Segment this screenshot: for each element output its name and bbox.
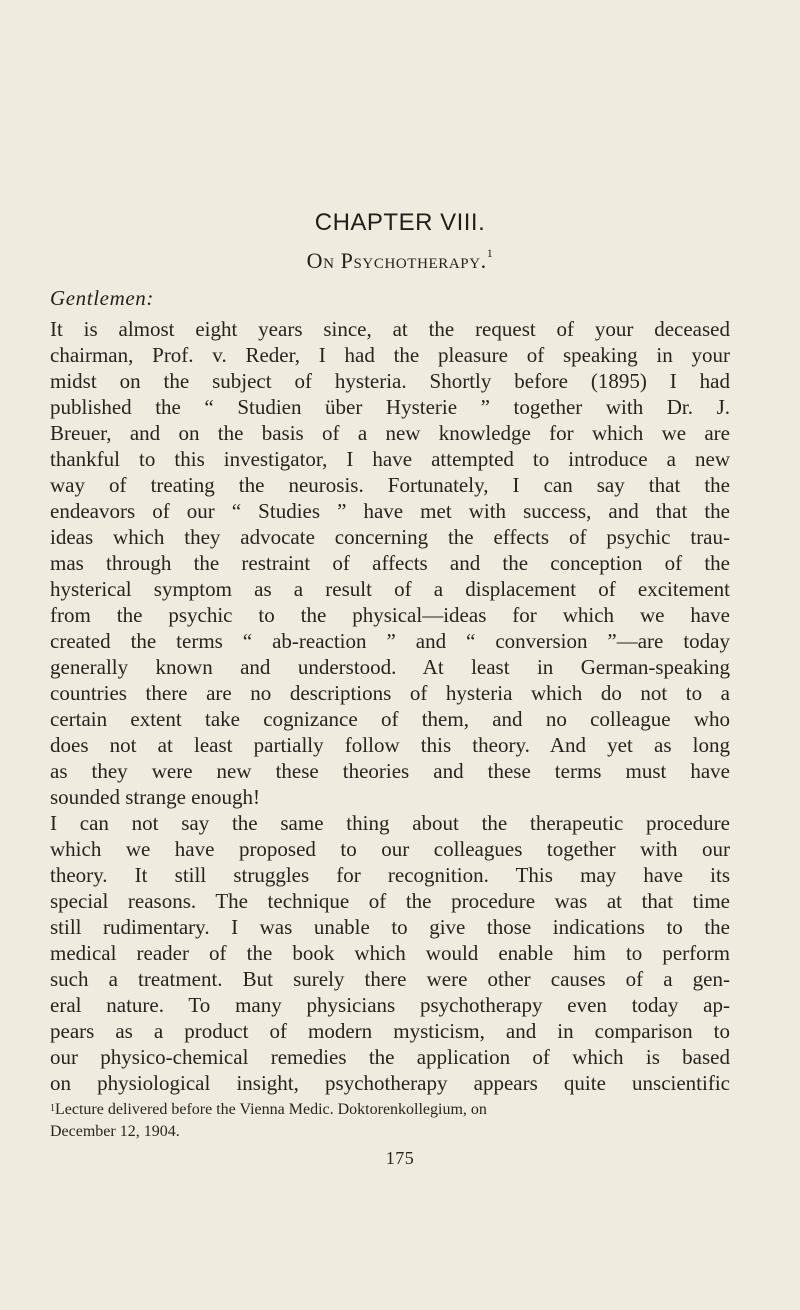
salutation: Gentlemen: xyxy=(50,286,154,310)
paragraph-line: medical reader of the book which would enable him to perform xyxy=(50,941,730,965)
paragraph-line: published the “ Studien über Hysterie ” together with Dr. J. xyxy=(50,395,730,419)
paragraph-line: as they were new these theories and these terms must have xyxy=(50,759,730,783)
paragraph-line: which we have proposed to our colleagues together with our xyxy=(50,837,730,861)
paragraph-line: eral nature. To many physicians psychotherapy even today ap- xyxy=(50,993,730,1017)
paragraph-line: generally known and understood. At least in German-speaking xyxy=(50,655,730,679)
paragraph-line: mas through the restraint of affects and the conception of the xyxy=(50,551,730,575)
paragraph-line: countries there are no descriptions of hysteria which do not to a xyxy=(50,681,730,705)
paragraph-line: does not at least partially follow this theory. And yet as long xyxy=(50,733,730,757)
footnote xyxy=(50,1099,730,1143)
section-title-text: On Psychotherapy. xyxy=(306,248,487,273)
footnote-text-1: Lecture delivered before the Vienna Medic. Doktorenkollegium, on xyxy=(55,1101,487,1118)
paragraph-line: hysterical symptom as a result of a displacement of excitement xyxy=(50,577,730,601)
paragraph-line: pears as a product of modern mysticism, and in comparison to xyxy=(50,1019,730,1043)
paragraph-line: special reasons. The technique of the procedure was at that time xyxy=(50,889,730,913)
section-footnote-marker: 1 xyxy=(486,246,494,260)
paragraph-line: on physiological insight, psychotherapy appears quite unscientific xyxy=(50,1071,730,1095)
paragraph-line: our physico-chemical remedies the application of which is based xyxy=(50,1045,730,1069)
page-number: 175 xyxy=(385,1148,415,1168)
footnote-marker: 1 xyxy=(50,1103,55,1114)
footnote-line-1 xyxy=(50,1099,730,1121)
paragraph-line: It is almost eight years since, at the request of your deceased xyxy=(50,317,730,341)
paragraph-line: sounded strange enough! xyxy=(50,785,260,809)
paragraph-line: theory. It still struggles for recognition. This may have its xyxy=(50,863,730,887)
paragraph-line: ideas which they advocate concerning the effects of psychic trau- xyxy=(50,525,730,549)
section-title xyxy=(0,248,800,274)
paragraph-line: from the psychic to the physical—ideas for which we have xyxy=(50,603,730,627)
paragraph-line: such a treatment. But surely there were other causes of a gen- xyxy=(50,967,730,991)
paragraph-line: still rudimentary. I was unable to give those indications to the xyxy=(50,915,730,939)
paragraph-line: created the terms “ ab-reaction ” and “ conversion ”—are today xyxy=(50,629,730,653)
paragraph-line: chairman, Prof. v. Reder, I had the pleasure of speaking in your xyxy=(50,343,730,367)
chapter-title: CHAPTER VIII. xyxy=(314,209,486,236)
paragraph-line: certain extent take cognizance of them, and no colleague who xyxy=(50,707,730,731)
paragraph-line: endeavors of our “ Studies ” have met with success, and that the xyxy=(50,499,730,523)
footnote-line-2: December 12, 1904. xyxy=(50,1123,180,1140)
paragraph-line: midst on the subject of hysteria. Shortly before (1895) I had xyxy=(50,369,730,393)
paragraph-line: thankful to this investigator, I have attempted to introduce a new xyxy=(50,447,730,471)
paragraph-line: way of treating the neurosis. Fortunately, I can say that the xyxy=(50,473,730,497)
paragraph-line: I can not say the same thing about the therapeutic procedure xyxy=(50,811,730,835)
paragraph-line: Breuer, and on the basis of a new knowledge for which we are xyxy=(50,421,730,445)
